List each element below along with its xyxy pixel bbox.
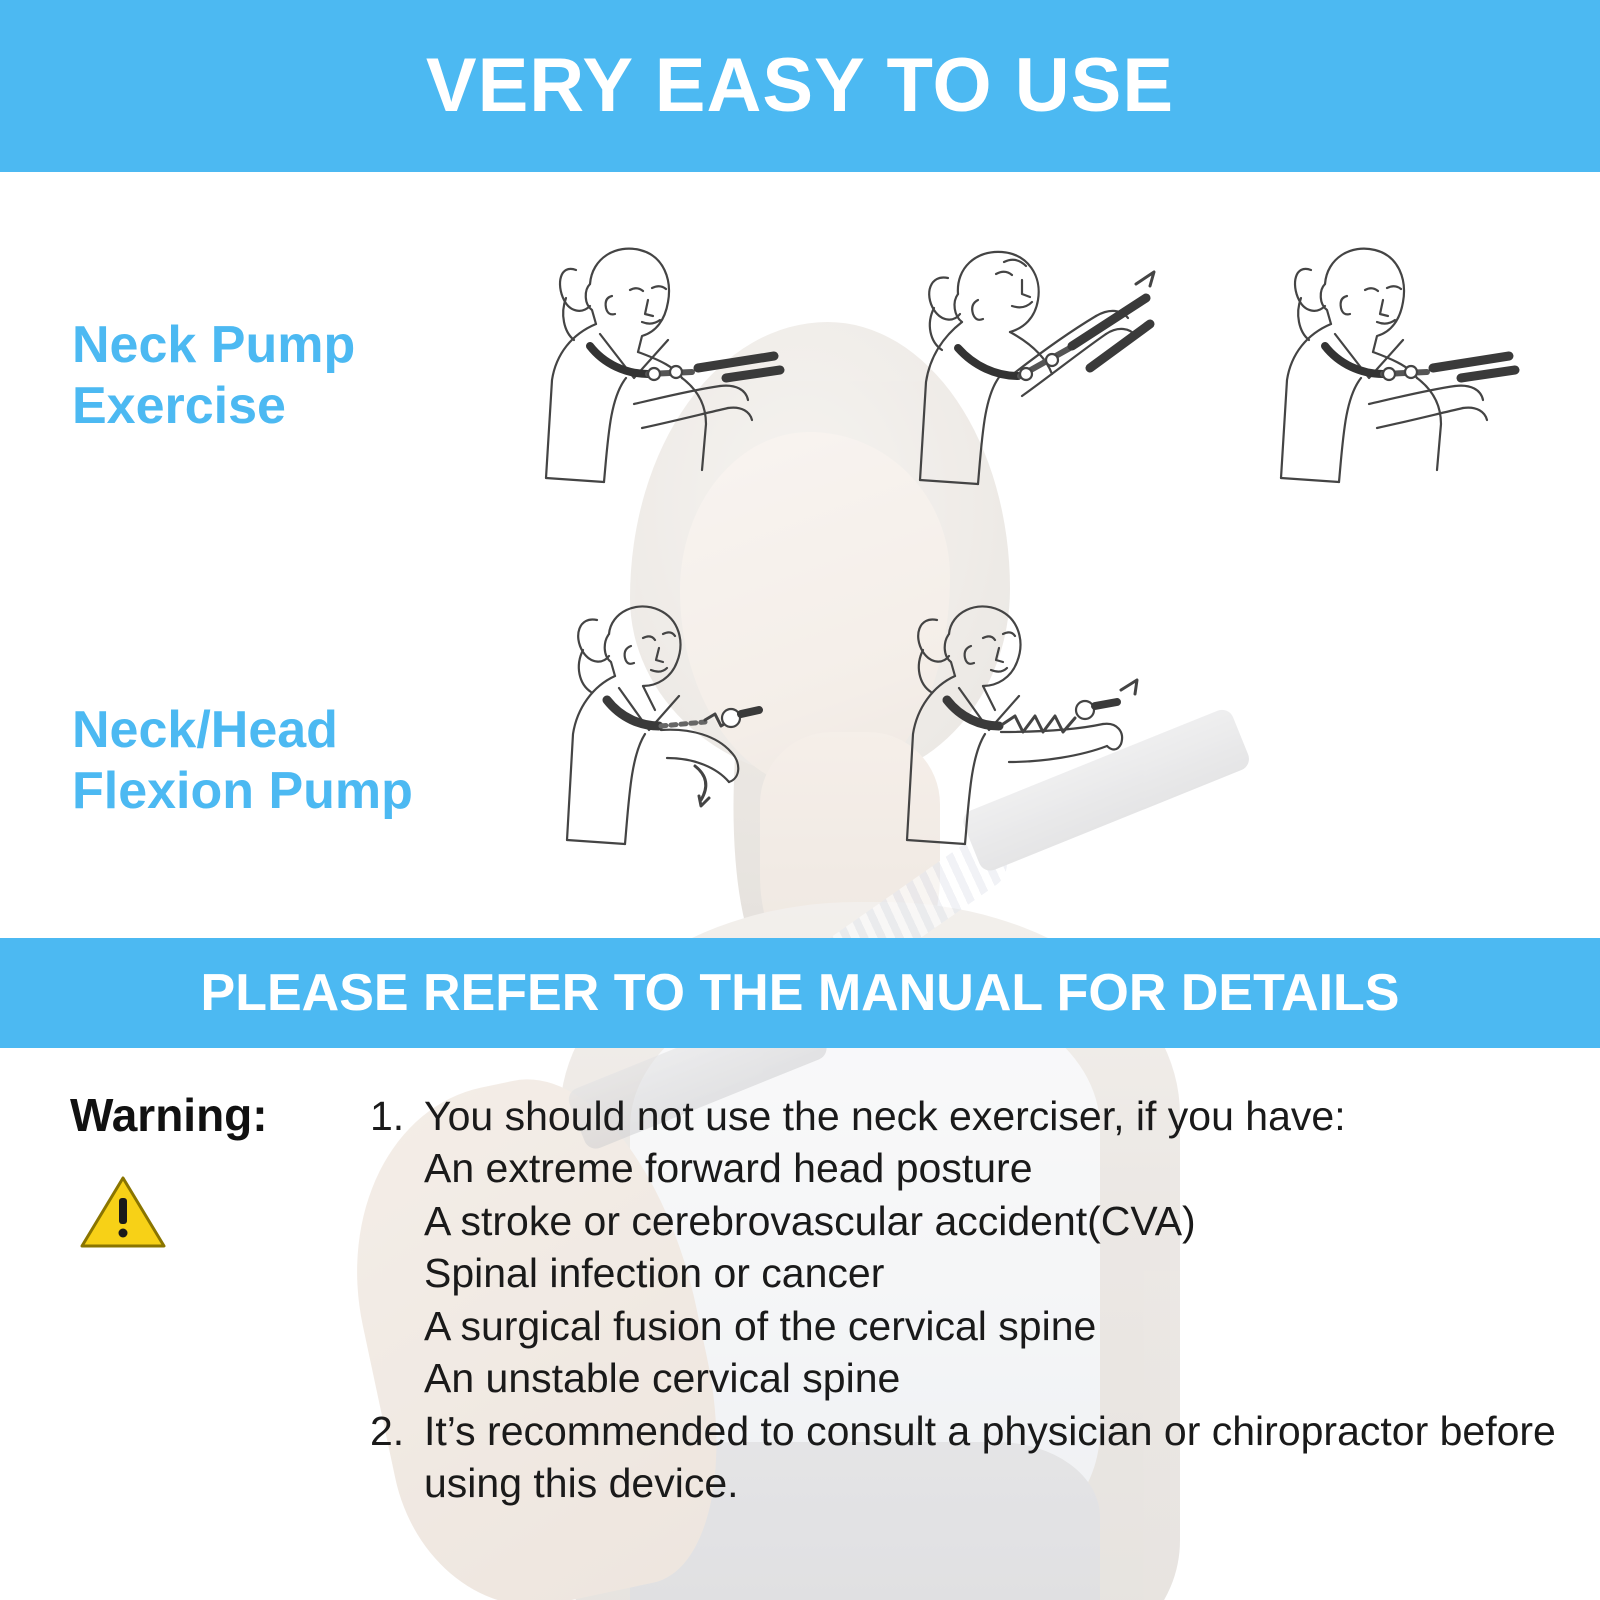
warning-item-2-number: 2. [370,1407,405,1454]
warning-triangle-icon [78,1172,168,1252]
warning-subitem: An extreme forward head posture [424,1145,1033,1192]
manual-banner-title: PLEASE REFER TO THE MANUAL FOR DETAILS [200,964,1400,1022]
illustration-neck-pump-step-1 [530,228,790,528]
section-label-flexion-pump-line2: Flexion Pump [72,762,413,821]
warning-section [0,1060,1600,1600]
warning-item-1-number: 1. [370,1093,405,1139]
illustration-neck-pump-step-3 [1265,228,1525,528]
illustration-neck-pump-step-2 [900,228,1180,528]
top-banner-title: VERY EASY TO USE [425,43,1175,128]
warning-item-2-text: It’s recommended to consult a physician or chiropractor before using this device. [424,1407,1556,1507]
warning-list [370,1090,1570,1510]
warning-subitem: An unstable cervical spine [424,1355,901,1402]
section-label-flexion-pump-line1: Neck/Head [72,701,338,759]
warning-subitem: A stroke or cerebrovascular accident(CVA) [424,1197,1196,1244]
illustration-flexion-pump-step-1 [545,590,795,890]
warning-item-1 [370,1090,1570,1142]
illustration-flexion-pump-step-2 [885,590,1165,890]
warning-item-2 [370,1405,1570,1510]
section-label-neck-pump-line1: Neck Pump [72,316,356,374]
warning-subitem: Spinal infection or cancer [424,1250,885,1297]
warning-label: Warning: [70,1089,268,1141]
manual-banner [0,938,1600,1048]
warning-subitem: A surgical fusion of the cervical spine [424,1302,1097,1349]
section-label-neck-pump [72,315,472,438]
warning-item-1-text: You should not use the neck exerciser, if you have: [424,1093,1346,1139]
section-label-flexion-pump [72,700,492,823]
section-label-neck-pump-line2: Exercise [72,377,286,436]
top-banner [0,0,1600,172]
